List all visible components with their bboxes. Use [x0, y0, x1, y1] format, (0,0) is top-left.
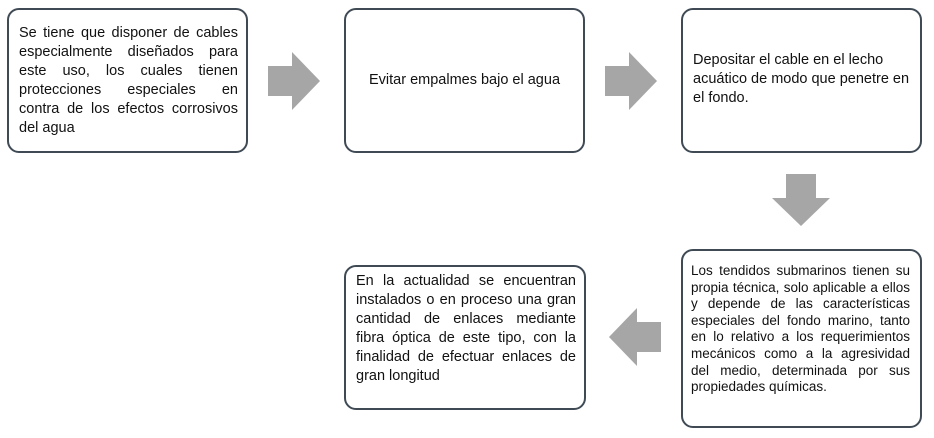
step-3-box	[681, 8, 922, 153]
step-2-text: Evitar empalmes bajo el agua	[368, 72, 561, 88]
arrow-right-2-icon	[605, 52, 657, 110]
arrow-left-icon	[609, 308, 661, 366]
step-4-text: Los tendidos submarinos tienen su propia técnica, solo aplicable a ellos y depende de las características especiales del fondo marino, tanto en lo relativo a los requerimientos mecánicos como a la agresividad del medio, determinada por sus propiedades químicas.	[691, 263, 910, 395]
step-5-text: En la actualidad se encuentran instalados o en proceso una gran cantidad de enlaces mediante fibra óptica de este tipo, con la finalidad de efectuar enlaces de gran longitud	[356, 273, 576, 384]
step-5-box	[344, 265, 586, 410]
step-1-text: Se tiene que disponer de cables especialmente diseñados para este uso, los cuales tienen protecciones especiales en contra de los efectos corrosivos del agua	[19, 25, 238, 136]
step-4-box	[681, 249, 922, 428]
step-2-box	[344, 8, 585, 153]
step-3-text: Depositar el cable en el lecho acuático de modo que penetre en el fondo.	[693, 52, 910, 106]
arrow-down-icon	[772, 174, 830, 226]
step-1-box	[7, 8, 248, 153]
arrow-right-1-icon	[268, 52, 320, 110]
